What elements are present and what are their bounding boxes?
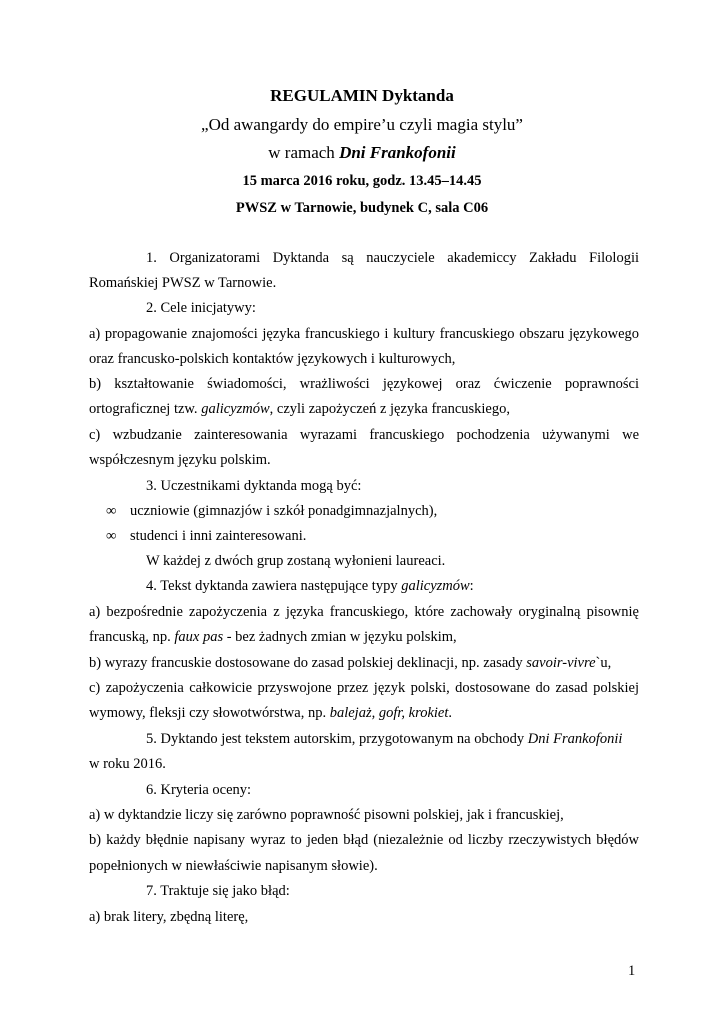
paragraph-line: [89, 629, 639, 646]
italic-term: faux pas: [174, 629, 224, 645]
list-item: [106, 528, 639, 545]
section-heading: [146, 578, 639, 595]
event-place: PWSZ w Tarnowie, budynek C, sala C06: [235, 200, 489, 216]
infinity-bullet-icon: ∞: [106, 528, 117, 544]
italic-term: savoir-vivre: [526, 655, 596, 671]
paragraph-line: Romańskiej PWSZ w Tarnowie.: [89, 275, 277, 291]
paragraph-line: a) w dyktandzie liczy się zarówno poprawność pisowni polskiej, jak i francuskiej,: [89, 807, 564, 823]
text-run: :: [469, 578, 474, 594]
text-run: `u,: [595, 655, 612, 671]
italic-term: balejaż, gofr, krokiet: [329, 705, 449, 721]
event-context: [0, 143, 724, 163]
document-subtitle: „Od awangardy do empire’u czyli magia stylu”: [201, 115, 523, 134]
paragraph-line: b) każdy błędnie napisany wyraz to jeden błąd (niezależnie od liczby rzeczywistych błędów: [89, 832, 639, 848]
text-run: b) wyrazy francuskie dostosowane do zasad polskiej deklinacji, np. zasady: [89, 655, 527, 671]
paragraph-line: współczesnym języku polskim.: [89, 452, 271, 468]
paragraph-line: popełnionych w niewłaściwie napisanym słowie).: [89, 858, 378, 874]
text-run: 4. Tekst dyktanda zawiera następujące typy: [146, 578, 402, 594]
italic-term: Dni Frankofonii: [527, 731, 623, 747]
document-title: REGULAMIN Dyktanda: [270, 86, 454, 105]
section-heading: 6. Kryteria oceny:: [146, 782, 252, 798]
paragraph-line: [146, 731, 639, 748]
paragraph-line: c) zapożyczenia całkowicie przyswojone przez język polski, dostosowane do zasad polskiej: [89, 680, 639, 696]
paragraph-line: c) wzbudzanie zainteresowania wyrazami francuskiego pochodzenia używanymi we: [89, 427, 639, 443]
paragraph-line: a) brak litery, zbędną literę,: [89, 909, 249, 925]
italic-term: galicyzmów: [401, 578, 470, 594]
section-heading: 3. Uczestnikami dyktanda mogą być:: [146, 478, 362, 494]
paragraph-line: oraz francusko-polskich kontaktów językowych i kulturowych,: [89, 351, 456, 367]
paragraph-line: a) propagowanie znajomości języka francuskiego i kultury francuskiego obszaru językowego: [89, 326, 639, 342]
event-context-prefix: w ramach: [268, 143, 340, 162]
text-run: - bez żadnych zmian w języku polskim,: [223, 629, 457, 645]
italic-term: galicyzmów: [201, 401, 270, 417]
text-run: .: [448, 705, 452, 721]
text-run: wymowy, fleksji czy słowotwórstwa, np.: [89, 705, 330, 721]
text-run: francuską, np.: [89, 629, 175, 645]
section-heading: 2. Cele inicjatywy:: [146, 300, 256, 316]
paragraph-line: 1. Organizatorami Dyktanda są nauczyciele akademiccy Zakładu Filologii: [146, 250, 639, 266]
event-name: Dni Frankofonii: [339, 143, 456, 162]
text-run: 5. Dyktando jest tekstem autorskim, przygotowanym na obchody: [146, 731, 528, 747]
list-item-text: uczniowie (gimnazjów i szkół ponadgimnazjalnych),: [130, 503, 438, 519]
paragraph-line: b) kształtowanie świadomości, wrażliwości językowej oraz ćwiczenie poprawności: [89, 376, 639, 392]
text-run: ortograficznej tzw.: [89, 401, 202, 417]
paragraph-line: w roku 2016.: [89, 756, 166, 772]
page-number: 1: [628, 963, 636, 979]
list-item: [106, 503, 639, 520]
event-date: 15 marca 2016 roku, godz. 13.45–14.45: [242, 173, 482, 189]
paragraph-line: [89, 705, 639, 722]
paragraph-line: [89, 401, 639, 418]
list-item-text: studenci i inni zainteresowani.: [130, 528, 307, 544]
infinity-bullet-icon: ∞: [106, 503, 117, 519]
paragraph-line: W każdej z dwóch grup zostaną wyłonieni laureaci.: [146, 553, 446, 569]
text-run: , czyli zapożyczeń z języka francuskiego,: [269, 401, 510, 417]
section-heading: 7. Traktuje się jako błąd:: [146, 883, 290, 899]
paragraph-line: a) bezpośrednie zapożyczenia z języka francuskiego, które zachowały oryginalną pisownię: [89, 604, 639, 620]
paragraph-line: [89, 655, 639, 672]
